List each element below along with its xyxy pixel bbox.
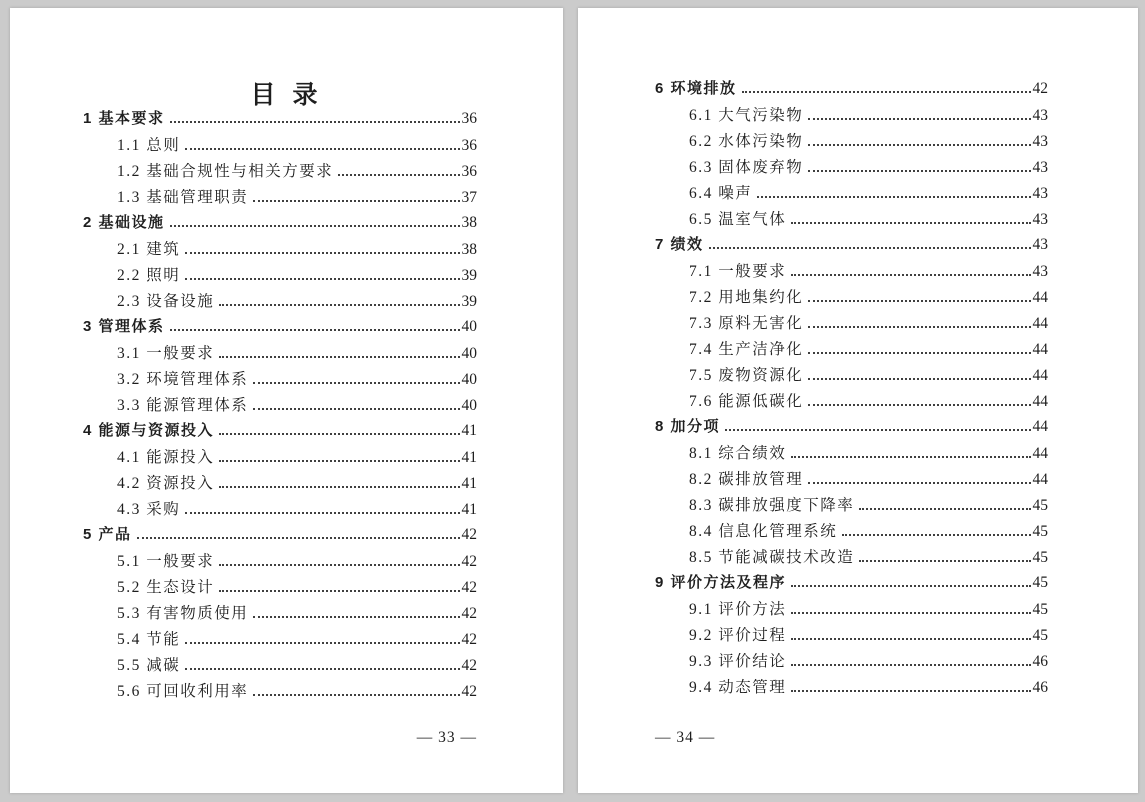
toc-entry-label: 7 绩效 — [655, 236, 704, 253]
leader-dots — [791, 608, 1030, 614]
toc-entry[interactable] — [83, 289, 477, 315]
leader-dots — [253, 690, 459, 696]
toc-entry-page-number: 42 — [461, 553, 477, 570]
toc-entry[interactable] — [83, 523, 477, 549]
toc-entry-label: 5 产品 — [83, 526, 132, 543]
toc-entry[interactable] — [655, 207, 1048, 233]
toc-entry[interactable] — [655, 571, 1048, 597]
leader-dots — [757, 192, 1030, 198]
toc-entry-label: 4 能源与资源投入 — [83, 422, 215, 439]
toc-entry-label: 3 管理体系 — [83, 318, 165, 335]
page-number: — 33 — — [416, 729, 477, 746]
leader-dots — [791, 581, 1030, 587]
leader-dots — [253, 404, 459, 410]
toc-entry[interactable] — [83, 315, 477, 341]
toc-entry-label: 3.3 能源管理体系 — [117, 397, 249, 414]
leader-dots — [808, 374, 1030, 380]
toc-entry-page-number: 37 — [461, 189, 477, 206]
toc-entry-page-number: 44 — [1032, 393, 1048, 410]
toc-entry-label: 7.2 用地集约化 — [689, 289, 804, 306]
toc-entry-label: 1.2 基础合规性与相关方要求 — [117, 163, 334, 180]
leader-dots — [137, 533, 460, 539]
toc-entry-label: 8 加分项 — [655, 418, 721, 435]
toc-entry-label: 8.3 碳排放强度下降率 — [689, 497, 855, 514]
toc-entry-label: 8.2 碳排放管理 — [689, 471, 804, 488]
toc-entry[interactable] — [83, 393, 477, 419]
toc-entry-label: 9.1 评价方法 — [689, 601, 787, 618]
toc-entry-label: 6.4 噪声 — [689, 185, 753, 202]
leader-dots — [742, 87, 1031, 93]
toc-entry[interactable] — [655, 285, 1048, 311]
toc-entry[interactable] — [655, 129, 1048, 155]
leader-dots — [859, 556, 1030, 562]
toc-entry-page-number: 43 — [1032, 107, 1048, 124]
toc-entry[interactable] — [83, 549, 477, 575]
toc-entry[interactable] — [655, 77, 1048, 103]
toc-entry-page-number: 42 — [461, 631, 477, 648]
toc-entry-page-number: 44 — [1032, 367, 1048, 384]
toc-entry[interactable] — [655, 493, 1048, 519]
leader-dots — [791, 686, 1030, 692]
toc-list — [655, 77, 1048, 701]
toc-entry-page-number: 42 — [461, 579, 477, 596]
leader-dots — [219, 300, 459, 306]
toc-entry-page-number: 43 — [1032, 211, 1048, 228]
toc-entry-label: 6.2 水体污染物 — [689, 133, 804, 150]
leader-dots — [808, 166, 1030, 172]
toc-entry-page-number: 38 — [461, 241, 477, 258]
toc-entry-label: 9.2 评价过程 — [689, 627, 787, 644]
toc-entry[interactable] — [83, 471, 477, 497]
leader-dots — [253, 196, 459, 202]
toc-entry-page-number: 40 — [461, 371, 477, 388]
toc-entry-label: 5.5 减碳 — [117, 657, 181, 674]
toc-entry[interactable] — [83, 185, 477, 211]
leader-dots — [219, 482, 459, 488]
leader-dots — [219, 586, 459, 592]
leader-dots — [185, 638, 459, 644]
toc-entry[interactable] — [655, 649, 1048, 675]
toc-entry-page-number: 45 — [1032, 627, 1048, 644]
toc-entry-page-number: 40 — [461, 345, 477, 362]
toc-entry[interactable] — [655, 441, 1048, 467]
toc-entry-page-number: 43 — [1032, 185, 1048, 202]
toc-entry[interactable] — [655, 181, 1048, 207]
toc-entry-label: 6 环境排放 — [655, 80, 737, 97]
leader-dots — [185, 274, 459, 280]
toc-entry-label: 5.4 节能 — [117, 631, 181, 648]
leader-dots — [185, 144, 459, 150]
toc-title: 目 录 — [250, 81, 323, 109]
toc-entry-page-number: 45 — [1032, 523, 1048, 540]
toc-entry[interactable] — [655, 389, 1048, 415]
leader-dots — [808, 296, 1030, 302]
toc-entry[interactable] — [655, 467, 1048, 493]
leader-dots — [859, 504, 1030, 510]
leader-dots — [185, 664, 459, 670]
toc-entry[interactable] — [655, 363, 1048, 389]
leader-dots — [170, 325, 460, 331]
toc-entry[interactable] — [83, 367, 477, 393]
toc-entry-label: 7.4 生产洁净化 — [689, 341, 804, 358]
toc-entry-page-number: 45 — [1032, 601, 1048, 618]
toc-entry[interactable] — [83, 107, 477, 133]
toc-entry-label: 1 基本要求 — [83, 110, 165, 127]
toc-entry[interactable] — [655, 259, 1048, 285]
toc-entry-label: 4.3 采购 — [117, 501, 181, 518]
toc-entry-label: 5.1 一般要求 — [117, 553, 215, 570]
toc-entry-label: 3.1 一般要求 — [117, 345, 215, 362]
toc-entry-label: 1.3 基础管理职责 — [117, 189, 249, 206]
toc-entry-page-number: 44 — [1032, 289, 1048, 306]
leader-dots — [791, 270, 1030, 276]
toc-entry[interactable] — [83, 601, 477, 627]
toc-entry[interactable] — [83, 263, 477, 289]
toc-entry-label: 6.5 温室气体 — [689, 211, 787, 228]
toc-entry[interactable] — [655, 597, 1048, 623]
toc-entry-label: 5.2 生态设计 — [117, 579, 215, 596]
toc-entry[interactable] — [655, 337, 1048, 363]
leader-dots — [791, 452, 1030, 458]
toc-entry-label: 5.6 可回收利用率 — [117, 683, 249, 700]
document-page-34 — [578, 8, 1138, 793]
toc-entry[interactable] — [655, 545, 1048, 571]
leader-dots — [808, 478, 1030, 484]
toc-entry-page-number: 40 — [461, 397, 477, 414]
toc-entry-page-number: 41 — [461, 449, 477, 466]
toc-entry-page-number: 43 — [1032, 236, 1048, 253]
toc-entry-label: 8.1 综合绩效 — [689, 445, 787, 462]
toc-entry-page-number: 36 — [461, 110, 477, 127]
toc-entry-page-number: 45 — [1032, 497, 1048, 514]
toc-entry[interactable] — [83, 159, 477, 185]
toc-entry-page-number: 41 — [461, 422, 477, 439]
toc-entry-page-number: 42 — [1032, 80, 1048, 97]
toc-entry[interactable] — [83, 445, 477, 471]
toc-entry[interactable] — [83, 575, 477, 601]
toc-entry-page-number: 42 — [461, 657, 477, 674]
toc-entry-label: 9.3 评价结论 — [689, 653, 787, 670]
toc-entry-label: 4.2 资源投入 — [117, 475, 215, 492]
toc-entry-label: 8.5 节能减碳技术改造 — [689, 549, 855, 566]
toc-entry-label: 2 基础设施 — [83, 214, 165, 231]
leader-dots — [219, 456, 459, 462]
leader-dots — [219, 560, 459, 566]
toc-entry[interactable] — [83, 627, 477, 653]
toc-entry[interactable] — [655, 415, 1048, 441]
toc-entry-label: 1.1 总则 — [117, 137, 181, 154]
toc-entry-label: 7.1 一般要求 — [689, 263, 787, 280]
leader-dots — [808, 114, 1030, 120]
leader-dots — [808, 322, 1030, 328]
toc-entry-page-number: 38 — [461, 214, 477, 231]
page-number: — 34 — — [655, 729, 716, 746]
toc-entry-label: 5.3 有害物质使用 — [117, 605, 249, 622]
toc-entry-page-number: 40 — [461, 318, 477, 335]
toc-entry[interactable] — [83, 419, 477, 445]
leader-dots — [791, 634, 1030, 640]
leader-dots — [808, 400, 1030, 406]
toc-entry-label: 9 评价方法及程序 — [655, 574, 787, 591]
toc-entry-label: 8.4 信息化管理系统 — [689, 523, 838, 540]
leader-dots — [185, 248, 459, 254]
toc-entry-page-number: 44 — [1032, 445, 1048, 462]
toc-entry-page-number: 42 — [461, 526, 477, 543]
toc-entry[interactable] — [655, 675, 1048, 701]
toc-entry-page-number: 42 — [461, 683, 477, 700]
toc-entry-label: 2.2 照明 — [117, 267, 181, 284]
toc-entry-page-number: 36 — [461, 137, 477, 154]
toc-entry-label: 7.5 废物资源化 — [689, 367, 804, 384]
toc-entry[interactable] — [83, 679, 477, 705]
toc-entry[interactable] — [655, 155, 1048, 181]
toc-entry-label: 2.1 建筑 — [117, 241, 181, 258]
toc-entry-label: 6.3 固体废弃物 — [689, 159, 804, 176]
toc-entry[interactable] — [83, 497, 477, 523]
toc-entry[interactable] — [655, 519, 1048, 545]
toc-entry-label: 2.3 设备设施 — [117, 293, 215, 310]
toc-entry-label: 4.1 能源投入 — [117, 449, 215, 466]
toc-entry-label: 9.4 动态管理 — [689, 679, 787, 696]
toc-entry-label: 3.2 环境管理体系 — [117, 371, 249, 388]
leader-dots — [791, 660, 1030, 666]
toc-entry-page-number: 39 — [461, 293, 477, 310]
toc-entry-page-number: 44 — [1032, 315, 1048, 332]
toc-entry[interactable] — [83, 133, 477, 159]
leader-dots — [709, 243, 1031, 249]
leader-dots — [185, 508, 459, 514]
leader-dots — [170, 117, 460, 123]
toc-entry-page-number: 44 — [1032, 471, 1048, 488]
leader-dots — [170, 221, 460, 227]
leader-dots — [725, 425, 1030, 431]
toc-list — [83, 107, 477, 705]
leader-dots — [808, 140, 1030, 146]
toc-entry[interactable] — [655, 311, 1048, 337]
toc-entry-page-number: 41 — [461, 475, 477, 492]
toc-entry-label: 7.3 原料无害化 — [689, 315, 804, 332]
leader-dots — [791, 218, 1030, 224]
toc-entry[interactable] — [83, 341, 477, 367]
document-page-33 — [10, 8, 563, 793]
toc-entry-page-number: 43 — [1032, 133, 1048, 150]
toc-entry-page-number: 39 — [461, 267, 477, 284]
toc-entry-page-number: 42 — [461, 605, 477, 622]
toc-entry-page-number: 43 — [1032, 159, 1048, 176]
toc-entry[interactable] — [655, 103, 1048, 129]
toc-entry-page-number: 43 — [1032, 263, 1048, 280]
toc-entry-page-number: 44 — [1032, 341, 1048, 358]
toc-entry-page-number: 46 — [1032, 679, 1048, 696]
toc-entry-label: 7.6 能源低碳化 — [689, 393, 804, 410]
toc-entry[interactable] — [655, 233, 1048, 259]
leader-dots — [253, 612, 459, 618]
leader-dots — [219, 429, 459, 435]
leader-dots — [842, 530, 1030, 536]
toc-entry-page-number: 41 — [461, 501, 477, 518]
toc-entry[interactable] — [83, 237, 477, 263]
toc-entry-label: 6.1 大气污染物 — [689, 107, 804, 124]
toc-entry-page-number: 44 — [1032, 418, 1048, 435]
toc-entry[interactable] — [83, 653, 477, 679]
toc-entry[interactable] — [83, 211, 477, 237]
leader-dots — [219, 352, 459, 358]
toc-entry-page-number: 45 — [1032, 574, 1048, 591]
leader-dots — [808, 348, 1030, 354]
toc-entry-page-number: 45 — [1032, 549, 1048, 566]
toc-entry-page-number: 36 — [461, 163, 477, 180]
toc-entry[interactable] — [655, 623, 1048, 649]
leader-dots — [253, 378, 459, 384]
toc-entry-page-number: 46 — [1032, 653, 1048, 670]
leader-dots — [338, 170, 459, 176]
